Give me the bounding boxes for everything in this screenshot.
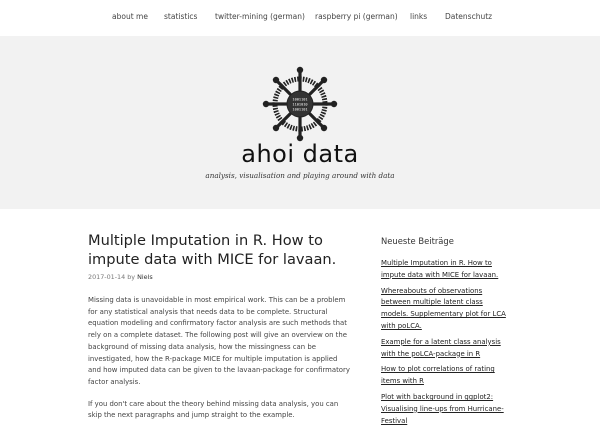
recent-post-item: [381, 286, 509, 333]
post-by-label: by: [127, 273, 136, 281]
recent-post-link[interactable]: How to plot correlations of rating items with R: [381, 365, 495, 386]
nav-item-twitter-mining[interactable]: twitter-mining (german): [215, 12, 305, 21]
recent-post-item: [381, 364, 509, 388]
post-title[interactable]: Multiple Imputation in R. How to impute data with MICE for lavaan.: [88, 232, 337, 268]
nav-item-datenschutz[interactable]: Datenschutz: [445, 12, 493, 21]
post-article: [88, 231, 350, 429]
logo-binary-line-3: 1001101: [292, 107, 308, 112]
nav-item-links[interactable]: links: [410, 12, 428, 21]
site-title[interactable]: ahoi data: [241, 140, 359, 168]
logo-binary-line-2: 1101010: [292, 102, 308, 107]
nav-item-raspberry-pi[interactable]: raspberry pi (german): [315, 12, 398, 21]
post-author[interactable]: Niels: [137, 273, 153, 281]
recent-post-item: [381, 337, 509, 361]
post-paragraph-1: Missing data is unavoidable in most empirical work. This can be a problem for any statistical analysis that needs data to be complete. Structural equation modeling and confirmatory factor analysis are such methods that rely on a complete dataset. The following post will give an overview on the background of missing data analysis, how the missingness can be investigated, how the R-package MICE for multiple imputation is applied and how imputed data can be given to the lavaan-package for confirmatory factor analysis.: [88, 296, 350, 386]
top-navigation: [0, 0, 600, 36]
sidebar: [381, 236, 509, 431]
site-header: [0, 36, 600, 209]
nav-item-statistics[interactable]: statistics: [164, 12, 198, 21]
nav-item-about-me[interactable]: about me: [112, 12, 148, 21]
post-date[interactable]: 2017-01-14: [88, 273, 126, 281]
ship-wheel-logo-icon[interactable]: [262, 66, 338, 142]
recent-post-item: [381, 392, 509, 427]
recent-post-link[interactable]: Example for a latent class analysis with the poLCA-package in R: [381, 337, 501, 358]
recent-post-link[interactable]: Multiple Imputation in R. How to impute data with MICE for lavaan.: [381, 259, 499, 279]
recent-posts-list: [381, 258, 509, 427]
recent-posts-heading: Neueste Beiträge: [381, 236, 454, 246]
site-tagline: analysis, visualisation and playing around with data: [205, 171, 395, 180]
post-meta: [88, 273, 350, 281]
recent-post-item: [381, 258, 509, 282]
post-paragraph-2: If you don't care about the theory behind missing data analysis, you can skip the next paragraphs and jump straight to the example.: [88, 399, 339, 420]
recent-post-link[interactable]: Plot with background in ggplot2: Visualising line-ups from Hurricane-Festival: [381, 392, 504, 425]
logo-binary-line-1: 1001101: [292, 97, 308, 102]
recent-post-link[interactable]: Whereabouts of observations between multiple latent class models. Supplementary plot for LCA with poLCA.: [381, 286, 506, 330]
